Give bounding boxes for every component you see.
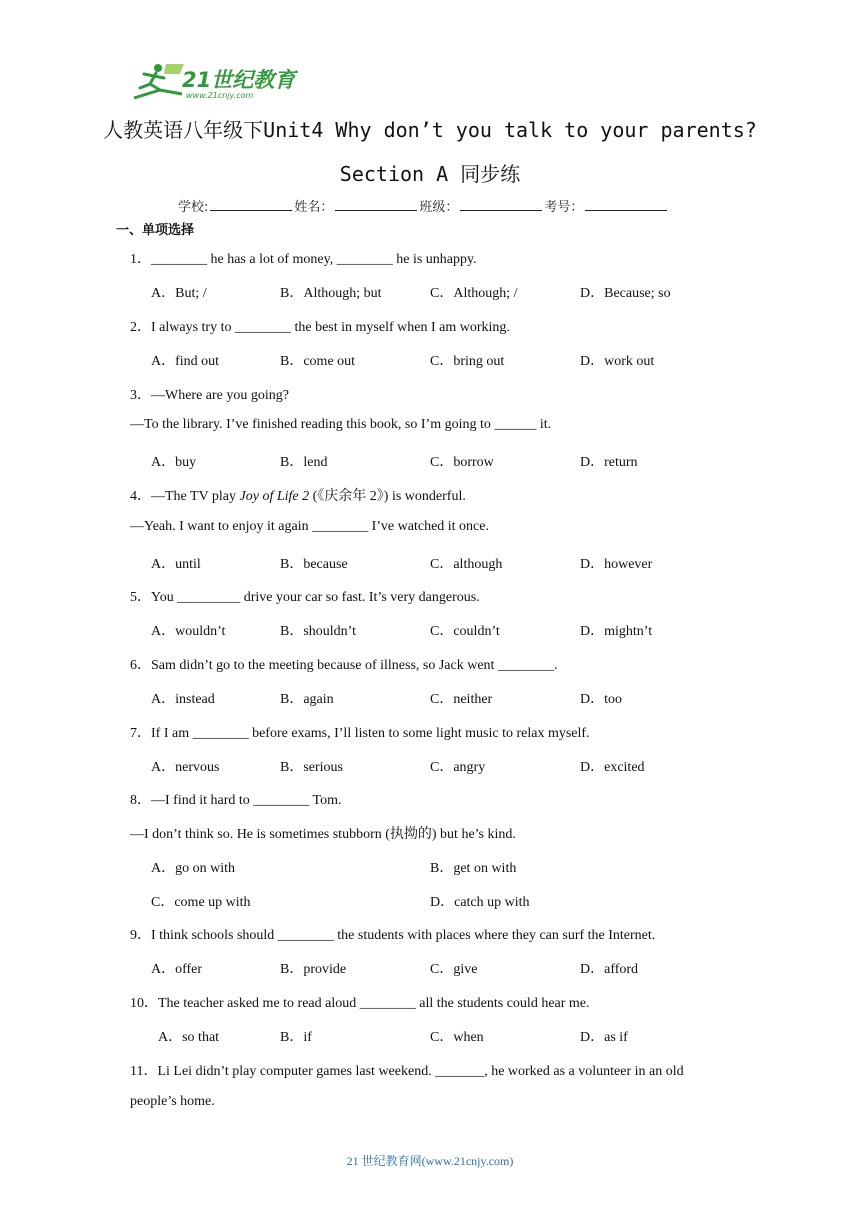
question-stem: 7．If I am ________ before exams, I’ll listen to some light music to relax myself. [130,726,590,741]
option-b[interactable]: B．serious [280,760,343,775]
option-a[interactable]: A．until [151,557,201,572]
name-blank[interactable] [335,198,417,211]
page-subtitle: Section A 同步练 [339,162,521,186]
student-info-line [178,196,669,215]
exam-number-blank[interactable] [585,198,667,211]
option-d[interactable]: D．return [580,455,638,470]
option-d[interactable]: D．excited [580,760,645,775]
question-stem: 6．Sam didn’t go to the meeting because of illness, so Jack went ________. [130,658,558,673]
stem-part: 4．—The TV play [130,489,240,504]
question-stem: 2．I always try to ________ the best in myself when I am working. [130,320,510,335]
option-b[interactable]: B．because [280,557,348,572]
option-d[interactable]: D．as if [580,1030,628,1045]
question-stem: 10．The teacher asked me to read aloud ________ all the students could hear me. [130,996,590,1011]
option-d[interactable]: D．work out [580,354,655,369]
stem-part: (《庆余年 2》) is wonderful. [309,489,466,504]
option-d[interactable]: D．catch up with [430,895,530,910]
question-stem-continued: people’s home. [130,1094,215,1109]
question-stem: 3．—Where are you going? [130,388,289,403]
option-c[interactable]: C．neither [430,692,493,707]
logo-url: www.21cnjy.com [186,91,254,100]
question-stem-continued: —I don’t think so. He is sometimes stubborn (执拗的) but he’s kind. [130,827,516,842]
name-label: 姓名： [294,200,334,215]
option-a[interactable]: A．go on with [151,861,235,876]
option-b[interactable]: B．again [280,692,334,707]
class-blank[interactable] [460,198,542,211]
option-c[interactable]: C．angry [430,760,486,775]
option-c[interactable]: C．borrow [430,455,494,470]
school-blank[interactable] [210,198,292,211]
stem-title-italic: Joy of Life 2 [239,489,310,504]
question-stem: 9．I think schools should ________ the students with places where they can surf the Internet. [130,928,656,943]
option-c[interactable]: C．bring out [430,354,505,369]
question-stem [130,485,466,505]
page-title: 人教英语八年级下Unit4 Why don’t you talk to your parents? [103,118,757,142]
option-a[interactable]: A．instead [151,692,215,707]
option-b[interactable]: B．get on with [430,861,517,876]
option-d[interactable]: D．Because; so [580,286,671,301]
option-b[interactable]: B．come out [280,354,356,369]
option-a[interactable]: A．wouldn’t [151,624,226,639]
option-a[interactable]: A．nervous [151,760,220,775]
option-d[interactable]: D．too [580,692,622,707]
option-d[interactable]: D．afford [580,962,639,977]
option-b[interactable]: B．shouldn’t [280,624,356,639]
option-c[interactable]: C．when [430,1030,484,1045]
option-c[interactable]: C．come up with [151,895,251,910]
question-stem-continued: —To the library. I’ve finished reading this book, so I’m going to ______ it. [130,417,552,432]
option-c[interactable]: C．although [430,557,503,572]
option-a[interactable]: A．so that [158,1030,220,1045]
option-a[interactable]: A．find out [151,354,220,369]
school-label: 学校: [178,200,209,215]
option-b[interactable]: B．provide [280,962,347,977]
option-a[interactable]: A．buy [151,455,197,470]
question-stem: 8．—I find it hard to ________ Tom. [130,793,342,808]
exam-number-label: 考号： [544,200,584,215]
option-b[interactable]: B．lend [280,455,328,470]
logo [130,60,300,104]
option-b[interactable]: B．if [280,1030,312,1045]
option-a[interactable]: A．offer [151,962,203,977]
option-c[interactable]: C．couldn’t [430,624,500,639]
option-c[interactable]: C．Although; / [430,286,518,301]
option-d[interactable]: D．mightn’t [580,624,653,639]
question-stem: 5．You _________ drive your car so fast. It’s very dangerous. [130,590,480,605]
question-stem: 11．Li Lei didn’t play computer games last weekend. _______, he worked as a volunteer in an old [130,1064,684,1079]
option-b[interactable]: B．Although; but [280,286,382,301]
option-a[interactable]: A．But; / [151,286,207,301]
class-label: 班级： [419,200,459,215]
footer-source[interactable]: 21 世纪教育网(www.21cnjy.com) [346,1154,514,1168]
logo-brand: 21世纪教育 [182,68,296,92]
option-c[interactable]: C．give [430,962,478,977]
question-stem-continued: —Yeah. I want to enjoy it again ________ I’ve watched it once. [130,519,489,534]
question-stem: 1．________ he has a lot of money, ________ he is unhappy. [130,252,477,267]
option-d[interactable]: D．however [580,557,653,572]
section-heading: 一、单项选择 [116,223,195,238]
